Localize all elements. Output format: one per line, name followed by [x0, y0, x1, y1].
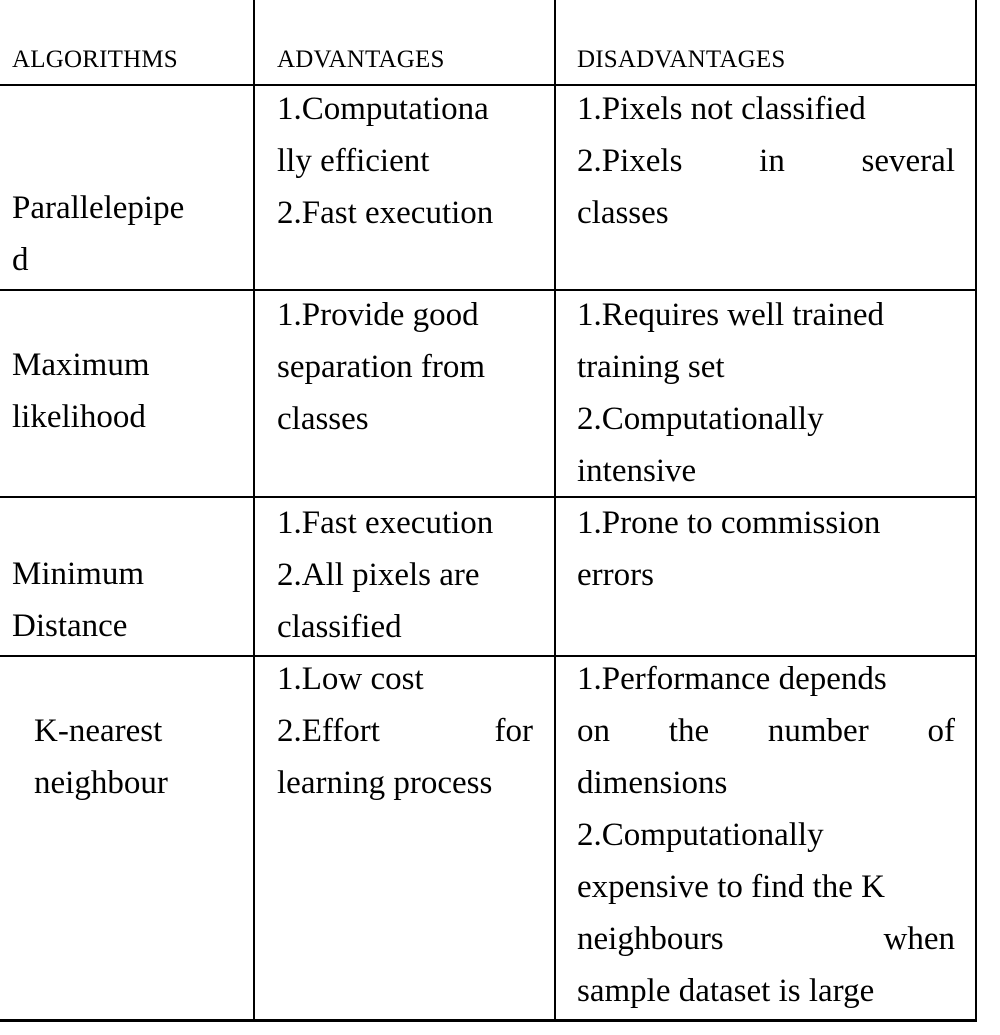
justified-text	[277, 705, 533, 757]
disadvantage-line: intensive	[577, 453, 697, 489]
advantages-cell	[277, 83, 533, 239]
justified-word: when	[883, 921, 955, 957]
justified-word: the	[668, 713, 710, 749]
disadvantage-line: errors	[577, 557, 654, 593]
header-algorithms	[12, 45, 248, 75]
advantage-line: learning process	[277, 765, 493, 801]
justified-text	[577, 705, 955, 757]
disadvantages-cell	[577, 289, 955, 497]
algorithm-name: neighbour	[34, 765, 168, 801]
justified-word: on	[577, 713, 610, 749]
advantage-line: lly efficient	[277, 143, 430, 179]
advantage-line: 1.Provide good	[277, 297, 479, 333]
advantages-cell	[277, 653, 533, 809]
advantage-line: classes	[277, 401, 369, 437]
justified-word: 2.Pixels	[577, 143, 683, 179]
justified-word: in	[759, 143, 785, 179]
disadvantage-line: 1.Requires well trained	[577, 297, 884, 333]
disadvantages-cell	[577, 83, 955, 239]
disadvantages-cell	[577, 653, 955, 1017]
disadvantage-line: sample dataset is large	[577, 973, 875, 1009]
justified-word: of	[927, 713, 955, 749]
disadvantage-line	[577, 913, 955, 965]
disadvantage-line: classes	[577, 195, 669, 231]
column-divider	[554, 0, 556, 1022]
justified-text	[577, 135, 955, 187]
advantage-line: separation from	[277, 349, 486, 385]
justified-word: several	[861, 143, 955, 179]
header-label: ADVANTAGES	[277, 46, 445, 73]
header-label: DISADVANTAGES	[577, 46, 786, 73]
justified-word: for	[494, 713, 533, 749]
algorithm-name: Distance	[12, 608, 128, 644]
algorithm-cell	[12, 548, 248, 652]
advantage-line: 2.Fast execution	[277, 195, 494, 231]
algorithm-name: Maximum	[12, 347, 150, 383]
disadvantage-line: 2.Computationally	[577, 401, 824, 437]
disadvantage-line: 2.Computationally	[577, 817, 824, 853]
disadvantage-line: 1.Prone to commission	[577, 505, 881, 541]
algorithm-name: d	[12, 242, 29, 278]
algorithm-name: Parallelepipe	[12, 190, 185, 226]
advantage-line: 1.Computationa	[277, 91, 489, 127]
algorithm-name: likelihood	[12, 399, 146, 435]
advantages-cell	[277, 497, 533, 653]
advantage-line: 2.All pixels are	[277, 557, 480, 593]
algorithm-name: Minimum	[12, 556, 145, 592]
header-disadvantages	[577, 45, 957, 75]
disadvantage-line: expensive to find the K	[577, 869, 885, 905]
advantage-line: 1.Low cost	[277, 661, 424, 697]
table-bottom-border	[0, 1019, 977, 1022]
table-right-border	[975, 0, 977, 1022]
justified-word: 2.Effort	[277, 713, 380, 749]
disadvantage-line: 1.Pixels not classified	[577, 91, 866, 127]
disadvantage-line: 1.Performance depends	[577, 661, 887, 697]
disadvantage-line: dimensions	[577, 765, 728, 801]
advantages-cell	[277, 289, 533, 445]
column-divider	[253, 0, 255, 1022]
justified-text	[577, 913, 955, 965]
header-label: ALGORITHMS	[12, 46, 178, 73]
justified-word: neighbours	[577, 921, 724, 957]
advantage-line: classified	[277, 609, 402, 645]
justified-word: number	[767, 713, 869, 749]
disadvantage-line	[577, 135, 955, 187]
disadvantages-cell	[577, 497, 955, 601]
algorithm-name: K-nearest	[34, 713, 163, 749]
advantage-line: 1.Fast execution	[277, 505, 494, 541]
advantage-line	[277, 705, 533, 757]
algorithm-cell	[34, 705, 248, 809]
algorithm-cell	[12, 339, 248, 443]
disadvantage-line: training set	[577, 349, 725, 385]
disadvantage-line	[577, 705, 955, 757]
algorithm-cell	[12, 182, 248, 286]
header-advantages	[277, 45, 537, 75]
